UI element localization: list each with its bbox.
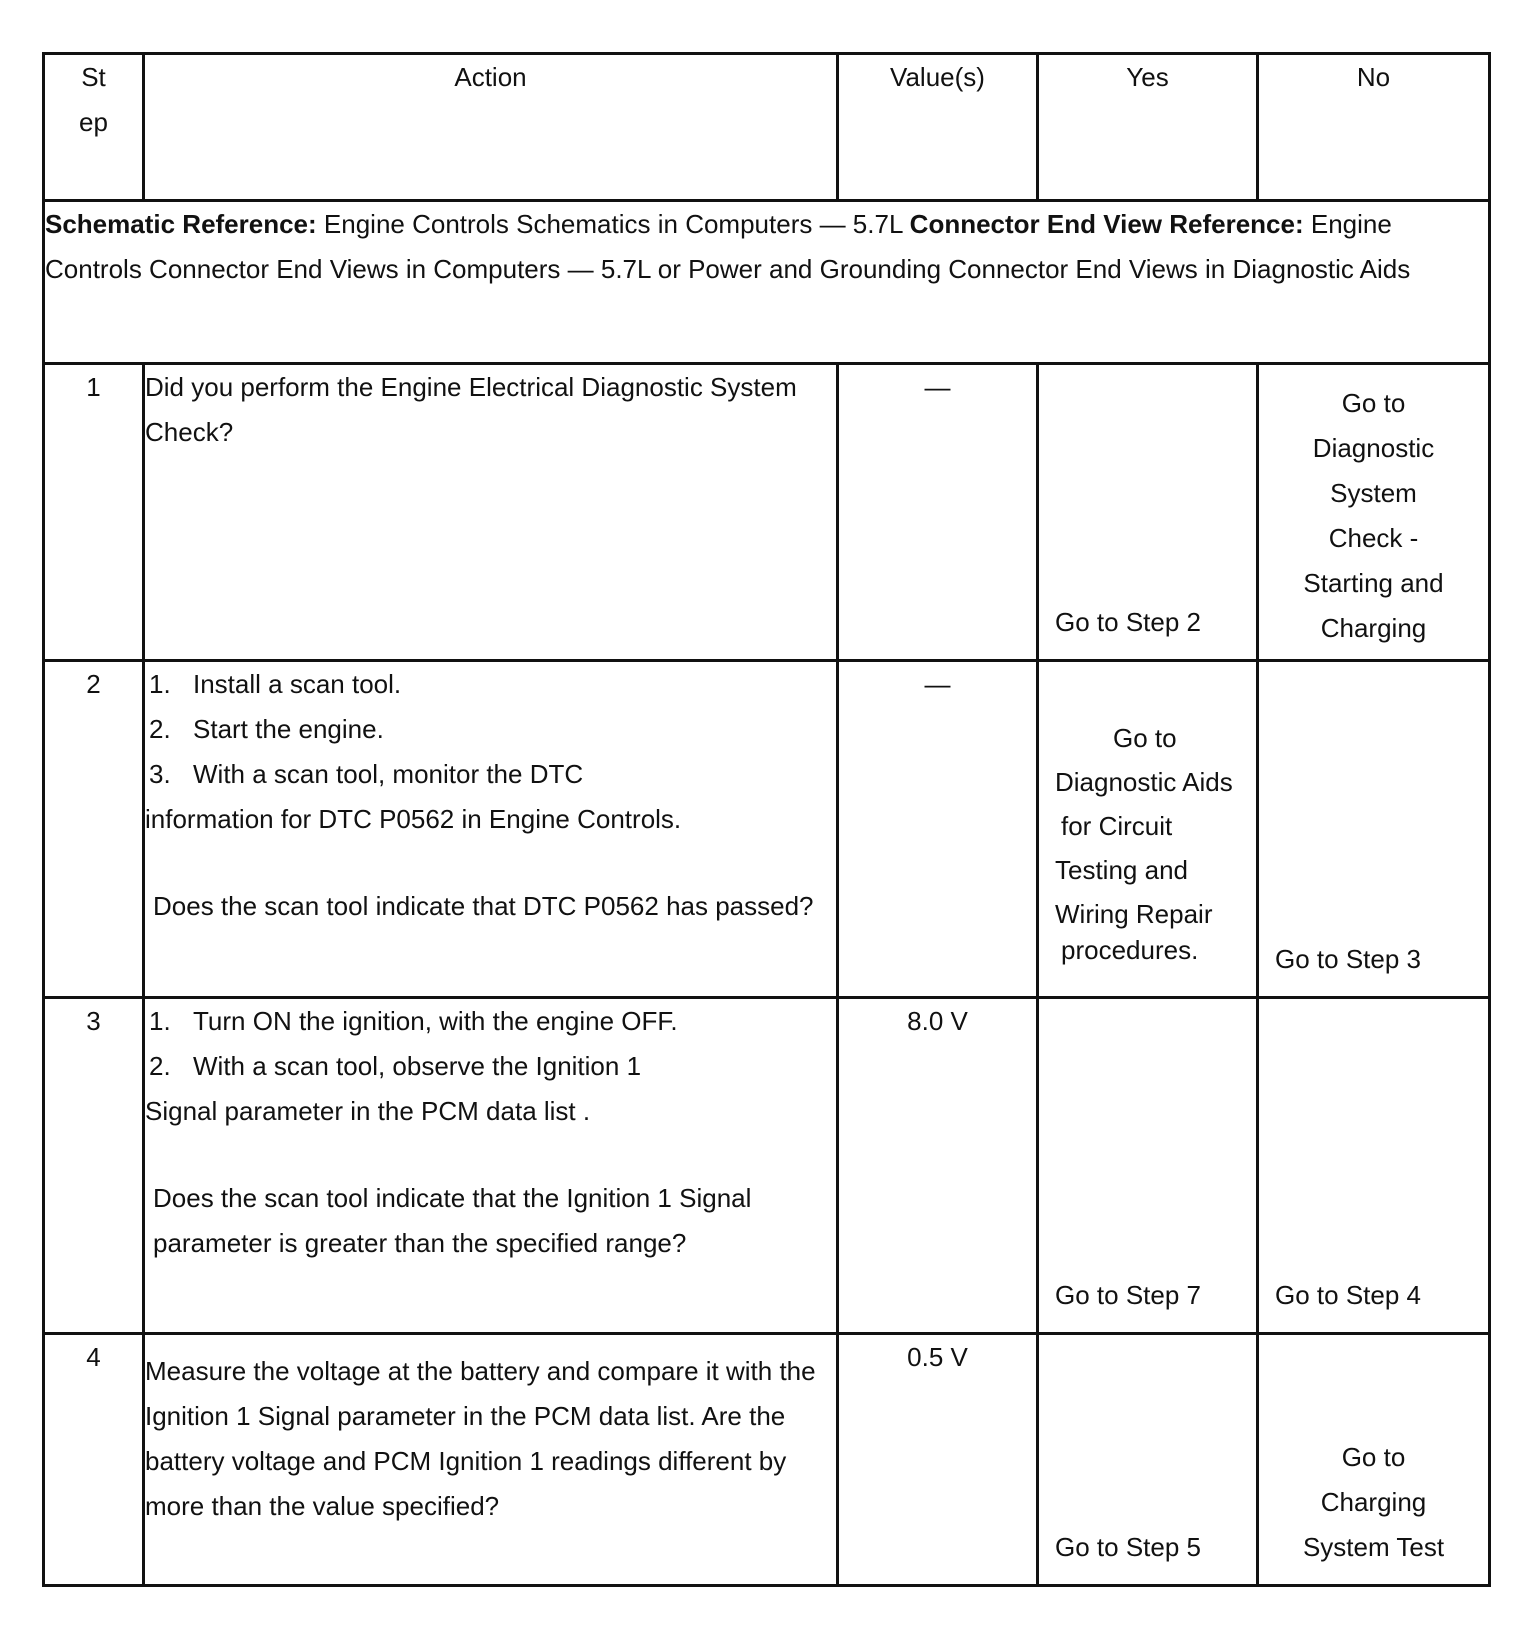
no-link[interactable]: Go to Step 3 <box>1275 944 1421 974</box>
table-row <box>44 1334 1490 1586</box>
value-cell: 8.0 V <box>838 998 1038 1334</box>
table-row <box>44 998 1490 1334</box>
list-item: 2. With a scan tool, observe the Ignition 1 <box>149 1051 642 1081</box>
yes-cell <box>1038 998 1258 1334</box>
no-link[interactable]: Go to Step 4 <box>1275 1280 1421 1310</box>
list-item: 3. With a scan tool, monitor the DTC <box>149 759 584 789</box>
action-text: Measure the voltage at the battery and compare it with the Ignition 1 Signal parameter in the PCM data list. Are the battery voltage and PCM Ignition 1 readings different by more than the value specified? <box>145 1356 816 1521</box>
no-link[interactable]: Go to Diagnostic System Check - Starting and Charging <box>1303 388 1444 643</box>
schematic-reference-label: Schematic Reference: <box>45 209 317 239</box>
no-cell <box>1258 998 1490 1334</box>
no-link[interactable]: Go to Charging System Test <box>1302 1442 1445 1562</box>
step-number: 3 <box>44 998 144 1334</box>
table-header-row <box>44 54 1490 201</box>
action-cell <box>144 364 838 661</box>
yes-cell <box>1038 364 1258 661</box>
reference-cell <box>44 201 1490 364</box>
header-no: No <box>1258 54 1490 201</box>
step-number: 1 <box>44 364 144 661</box>
header-action: Action <box>144 54 838 201</box>
yes-cell <box>1038 661 1258 998</box>
action-cell <box>144 661 838 998</box>
reference-row <box>44 201 1490 364</box>
connector-reference-label: Connector End View Reference: <box>909 209 1304 239</box>
table-row <box>44 364 1490 661</box>
yes-link[interactable]: Go to Step 5 <box>1055 1532 1201 1562</box>
diagnostic-table <box>42 52 1491 1587</box>
no-cell <box>1258 364 1490 661</box>
no-cell <box>1258 661 1490 998</box>
list-item-continuation: Signal parameter in the PCM data list . <box>145 1096 591 1126</box>
header-values: Value(s) <box>838 54 1038 201</box>
value-cell: — <box>838 661 1038 998</box>
no-cell <box>1258 1334 1490 1586</box>
list-item: 1. Install a scan tool. <box>149 669 402 699</box>
header-yes: Yes <box>1038 54 1258 201</box>
action-question: Does the scan tool indicate that the Ignition 1 Signal parameter is greater than the specified range? <box>153 1183 752 1258</box>
table-row <box>44 661 1490 998</box>
yes-link[interactable]: Go to Step 7 <box>1055 1280 1201 1310</box>
step-number: 4 <box>44 1334 144 1586</box>
schematic-reference-text: Engine Controls Schematics in Computers — 5.7L <box>316 209 910 239</box>
action-cell <box>144 1334 838 1586</box>
step-number: 2 <box>44 661 144 998</box>
value-cell: 0.5 V <box>838 1334 1038 1586</box>
yes-link[interactable]: Go to Step 2 <box>1055 607 1201 637</box>
action-cell <box>144 998 838 1334</box>
action-question: Does the scan tool indicate that DTC P0562 has passed? <box>153 891 814 921</box>
yes-link[interactable]: Go to Diagnostic Aids for Circuit Testing and Wiring Repair procedures. <box>1055 723 1233 965</box>
list-item-continuation: information for DTC P0562 in Engine Controls. <box>145 804 682 834</box>
connector-reference-text: Engine Controls Connector End Views in Computers — 5.7L or Power and Grounding Connector End Views in Diagnostic Aids <box>45 209 1411 284</box>
yes-cell <box>1038 1334 1258 1586</box>
list-item: 2. Start the engine. <box>149 714 384 744</box>
action-text: Did you perform the Engine Electrical Diagnostic System Check? <box>145 372 797 447</box>
list-item: 1. Turn ON the ignition, with the engine OFF. <box>149 1006 678 1036</box>
header-step: St ep <box>44 54 144 201</box>
value-cell: — <box>838 364 1038 661</box>
